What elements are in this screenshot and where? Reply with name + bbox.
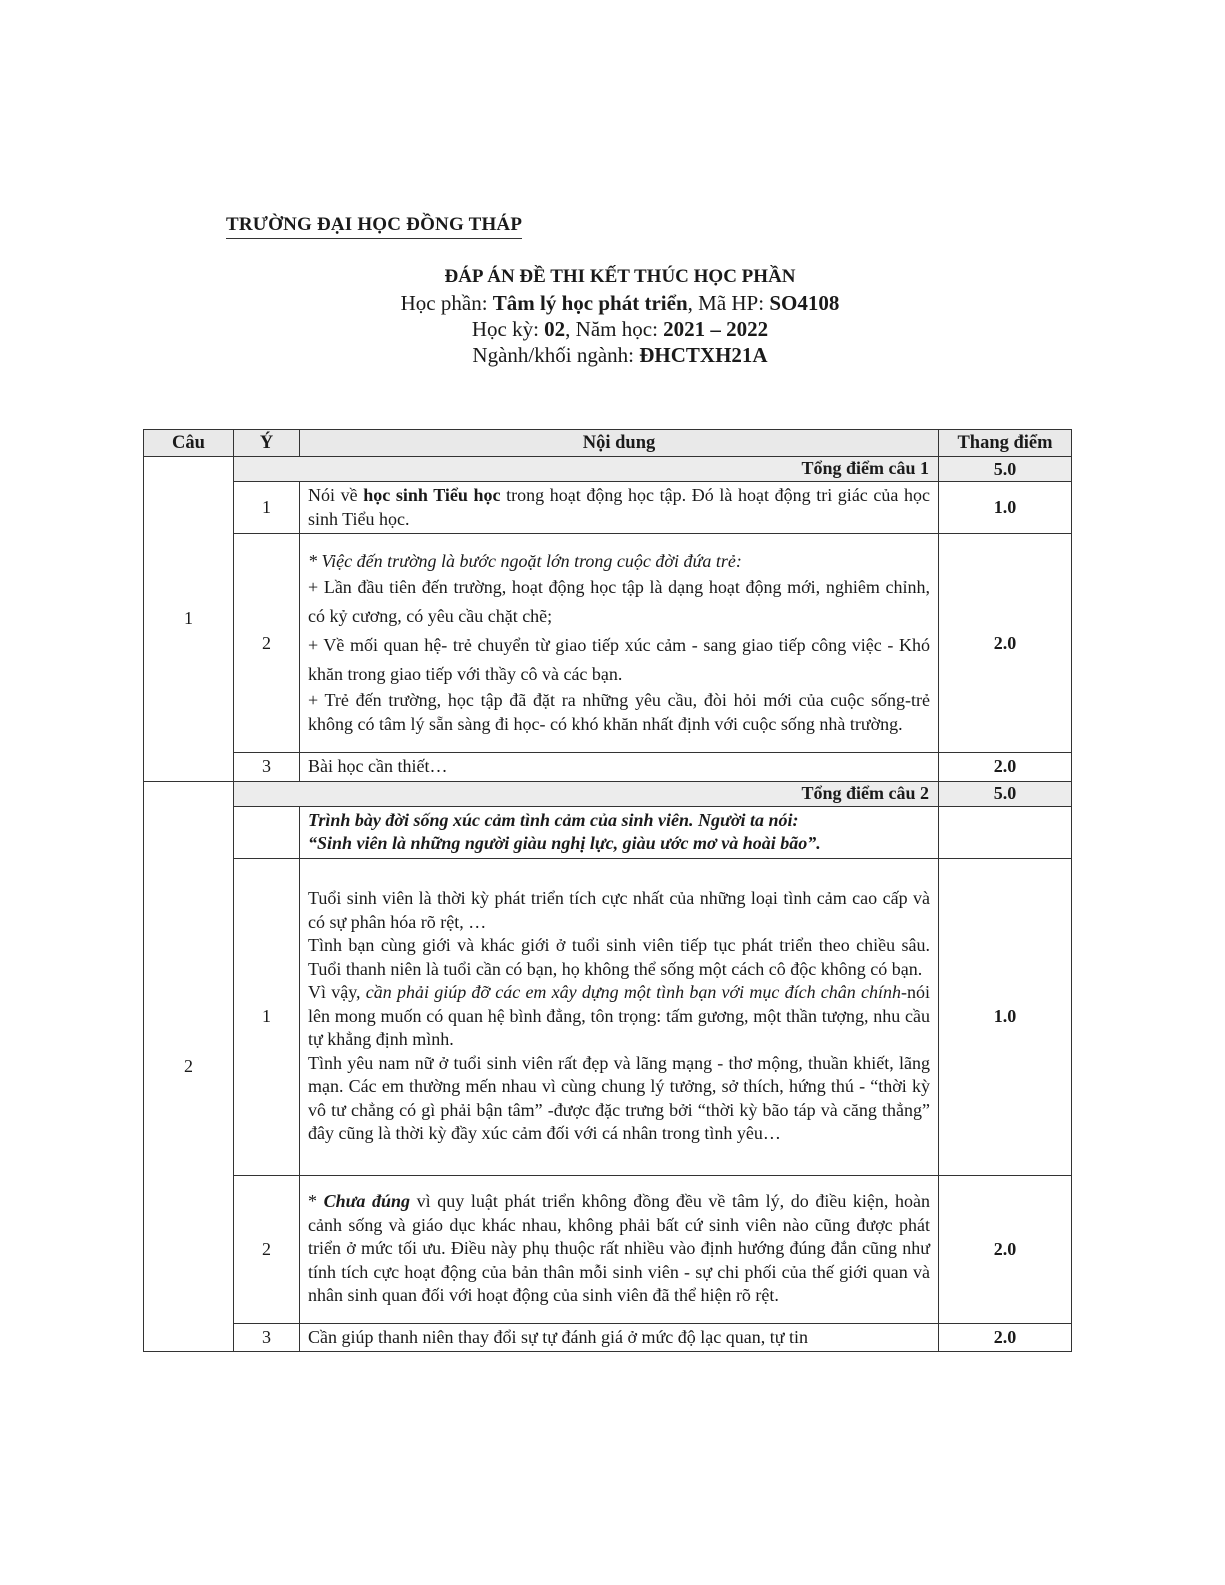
- term: 02: [544, 317, 566, 341]
- q1-total-row: [144, 457, 1072, 482]
- q2-y3-score: 2.0: [939, 1323, 1072, 1352]
- q2-y2-content: [300, 1175, 939, 1323]
- q2-y1: 1: [234, 858, 300, 1175]
- q2-y3-content: Cần giúp thanh niên thay đổi sự tự đánh giá ở mức độ lạc quan, tự tin: [300, 1323, 939, 1352]
- q2-y1-p2: Tình bạn cùng giới và khác giới ở tuổi sinh viên tiếp tục phát triển theo chiều sâu. Tuổi thanh niên là tuổi cần có bạn, họ không thể sống một cách cô độc không có bạn.: [308, 935, 930, 979]
- q1-number: 1: [144, 457, 234, 782]
- q2-prompt-y-empty: [234, 806, 300, 858]
- q2-y1-score: 1.0: [939, 858, 1072, 1175]
- major-prefix: Ngành/khối ngành:: [472, 343, 640, 367]
- course-name: Tâm lý học phát triển: [492, 291, 688, 315]
- q1-y2-p1: + Lần đầu tiên đến trường, hoạt động học tập là dạng hoạt động mới, nghiêm chỉnh, có kỷ cương, có yêu cầu chặt chẽ;: [308, 577, 930, 627]
- q1-total-label: Tổng điểm câu 1: [801, 458, 929, 478]
- header-score: Thang điểm: [939, 430, 1072, 457]
- q2-y2: 2: [234, 1175, 300, 1323]
- q1-y3-content: Bài học cần thiết…: [300, 753, 939, 782]
- q1-y2-content: [300, 534, 939, 753]
- q1-total-score: 5.0: [939, 457, 1072, 482]
- text: vì quy luật phát triển không đồng đều về tâm lý, do điều kiện, hoàn cảnh sống và giáo dục khác nhau, không phải bất cứ sinh viên nào cũng được phát triển ở mức tối ưu. Điều này phụ thuộc rất nhiều vào định hướng đúng đắn cũng như tính tích cực hoạt động của bản thân mỗi sinh viên - sự chi phối của thế giới quan và nhân sinh quan đối với hoạt động của sinh viên đã thể hiện rõ rệt.: [308, 1191, 930, 1306]
- school-name: TRƯỜNG ĐẠI HỌC ĐỒNG THÁP: [226, 214, 522, 239]
- course-code-prefix: , Mã HP:: [687, 291, 770, 315]
- table-row: [144, 1323, 1072, 1352]
- table-row: [144, 534, 1072, 753]
- table-row: [144, 753, 1072, 782]
- q1-y1: 1: [234, 482, 300, 534]
- major: ĐHCTXH21A: [639, 343, 768, 367]
- header-y: Ý: [234, 430, 300, 457]
- q1-y3-score: 2.0: [939, 753, 1072, 782]
- q2-prompt-score-empty: [939, 806, 1072, 858]
- q1-y2-heading: * Việc đến trường là bước ngoặt lớn trong cuộc đời đứa trẻ:: [308, 550, 742, 571]
- q2-total-label: Tổng điểm câu 2: [801, 782, 929, 803]
- table-row: [144, 1175, 1072, 1323]
- q2-prompt-line-1: Trình bày đời sống xúc cảm tình cảm của sinh viên. Người ta nói:: [308, 809, 799, 830]
- q2-prompt: [300, 806, 939, 858]
- table-row: [144, 858, 1072, 1175]
- term-line: [300, 316, 940, 342]
- q1-y2-score: 2.0: [939, 534, 1072, 753]
- school-year: 2021 – 2022: [663, 317, 769, 341]
- q2-y1-p4: Tình yêu nam nữ ở tuổi sinh viên rất đẹp và lãng mạng - thơ mộng, thuần khiết, lãng mạn. Các em thường mến nhau vì cùng chung lý tưởng, sở thích, hứng thú - “thời kỳ vô tư chẳng có gì phải bận tâm” -được đặc trưng bởi “thời kỳ bão táp và căng thẳng” đây cũng là thời kỳ đầy xúc cảm đối với cá nhân trong tình yêu…: [308, 1052, 930, 1144]
- q2-y3: 3: [234, 1323, 300, 1352]
- q1-y1-content: [300, 482, 939, 534]
- year-prefix: , Năm học:: [565, 317, 664, 341]
- text: Nói về: [308, 485, 364, 505]
- text: Vì vậy,: [308, 982, 366, 1003]
- major-line: [300, 342, 940, 368]
- table-row: [144, 806, 1072, 858]
- q1-y2-p3: + Trẻ đến trường, học tập đã đặt ra những yêu cầu, đòi hỏi mới của cuộc sống-trẻ không có tâm lý sẵn sàng đi học- có khó khăn nhất định với cuộc sống nhà trường.: [308, 690, 930, 734]
- q2-prompt-line-2: “Sinh viên là những người giàu nghị lực, giàu ước mơ và hoài bão”.: [308, 833, 821, 853]
- text: *: [308, 1191, 324, 1212]
- course-line: [300, 290, 940, 316]
- q1-y3: 3: [234, 753, 300, 782]
- term-prefix: Học kỳ:: [471, 317, 545, 341]
- table-row: [144, 482, 1072, 534]
- q2-total-score: 5.0: [939, 781, 1072, 806]
- q1-y2-p2: + Về mối quan hệ- trẻ chuyển từ giao tiếp xúc cảm - sang giao tiếp công việc - Khó khăn trong giao tiếp với thầy cô và các bạn.: [308, 635, 930, 685]
- q1-y2: 2: [234, 534, 300, 753]
- exam-header: [300, 264, 940, 368]
- q2-y1-p1: Tuổi sinh viên là thời kỳ phát triển tích cực nhất của những loại tình cảm cao cấp và có sự phân hóa rõ rệt, …: [308, 888, 930, 932]
- text-bold-italic: Chưa đúng: [323, 1191, 411, 1212]
- q2-total-row: [144, 781, 1072, 806]
- q2-y2-score: 2.0: [939, 1175, 1072, 1323]
- text: -nói lên mong muốn có quan hệ bình đẳng, tôn trọng: tấm gương, một thần tượng, nhu cầu tự khẳng định mình.: [308, 982, 930, 1050]
- exam-title: ĐÁP ÁN ĐỀ THI KẾT THÚC HỌC PHẦN: [444, 266, 796, 287]
- table-header-row: [144, 430, 1072, 457]
- q2-y1-content: [300, 858, 939, 1175]
- q1-y1-score: 1.0: [939, 482, 1072, 534]
- text-bold: học sinh Tiểu học: [363, 485, 501, 505]
- answer-table: [143, 429, 1072, 1352]
- q2-number: 2: [144, 781, 234, 1352]
- header-content: Nội dung: [300, 430, 939, 457]
- header-cau: Câu: [144, 430, 234, 457]
- course-code: SO4108: [769, 291, 840, 315]
- text-italic: cần phải giúp đỡ các em xây dựng một tình bạn với mục đích chân chính: [365, 982, 901, 1003]
- course-prefix: Học phần:: [400, 291, 493, 315]
- q2-y1-p3: [308, 981, 930, 1052]
- text: trong hoạt động học tập. Đó là hoạt động tri giác của học sinh Tiểu học.: [308, 485, 931, 529]
